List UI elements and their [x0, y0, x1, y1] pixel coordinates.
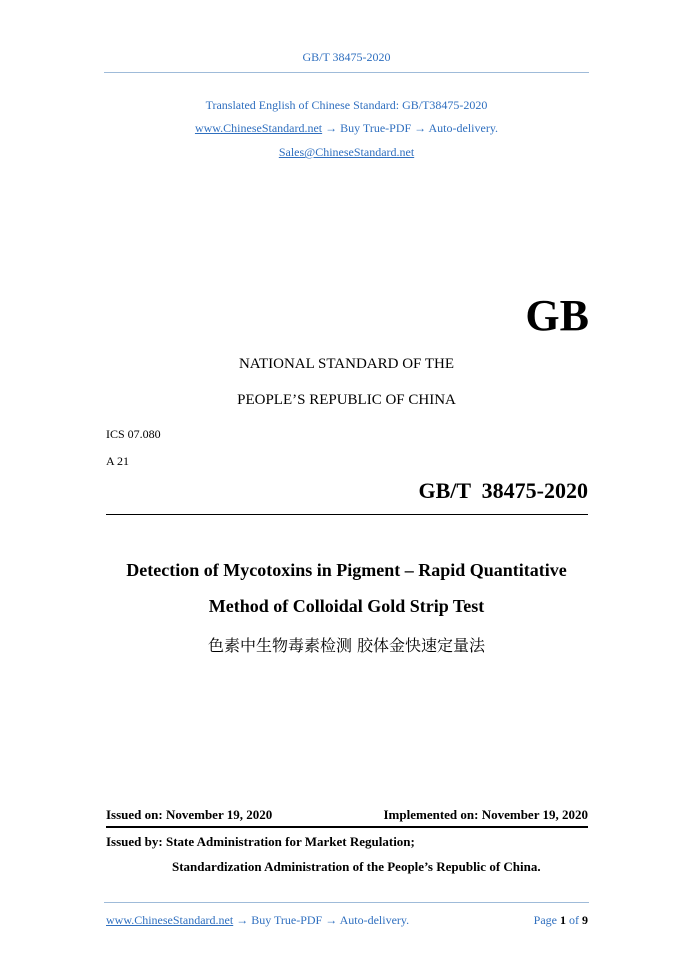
page-total: 9 [582, 913, 588, 927]
email-line [0, 145, 693, 160]
issuer-line2: Standardization Administration of the People’s Republic of China. [172, 859, 541, 874]
national-standard-line2: PEOPLE’S REPUBLIC OF CHINA [237, 392, 456, 408]
page-indicator [534, 913, 588, 928]
email-link[interactable]: Sales@ChineseStandard.net [278, 145, 415, 159]
footer-site-link[interactable]: www.ChineseStandard.net [106, 913, 234, 927]
translation-notice: Translated English of Chinese Standard: GB/T38475-2020 [205, 98, 488, 112]
arrow-right-icon: → [325, 913, 338, 927]
standard-number-divider [106, 514, 588, 515]
issuer-line1: Issued by: State Administration for Market Regulation; [106, 834, 415, 849]
running-header: GB/T 38475-2020 [302, 50, 391, 64]
footer-buy-text: Buy True-PDF [251, 913, 323, 927]
buy-text: Buy True-PDF [340, 121, 412, 135]
arrow-right-icon: → [414, 121, 427, 135]
ics-code: ICS 07.080 [106, 427, 161, 441]
standard-number: GB/T 38475-2020 [418, 478, 588, 503]
national-standard-line1: NATIONAL STANDARD OF THE [238, 356, 455, 372]
ccs-code: A 21 [106, 454, 130, 468]
footer-delivery-text: Auto-delivery. [339, 913, 410, 927]
arrow-right-icon: → [236, 913, 249, 927]
page-of: of [569, 913, 579, 927]
delivery-text: Auto-delivery. [428, 121, 499, 135]
implemented-on-date: Implemented on: November 19, 2020 [383, 807, 588, 822]
page-current: 1 [560, 913, 566, 927]
title-chinese: 色素中生物毒素检测 胶体金快速定量法 [207, 636, 486, 655]
page-word: Page [533, 913, 557, 927]
site-link[interactable]: www.ChineseStandard.net [194, 121, 323, 135]
arrow-right-icon: → [325, 121, 338, 135]
purchase-line [0, 121, 693, 136]
title-line2: Method of Colloidal Gold Strip Test [208, 596, 485, 616]
dates-divider [106, 826, 588, 828]
gb-mark: GB [525, 291, 589, 340]
footer-divider [104, 902, 589, 903]
footer-purchase-line [106, 913, 409, 928]
title-line1: Detection of Mycotoxins in Pigment – Rapid Quantitative [126, 560, 567, 580]
issued-on-date: Issued on: November 19, 2020 [106, 807, 273, 822]
header-divider [104, 72, 589, 73]
